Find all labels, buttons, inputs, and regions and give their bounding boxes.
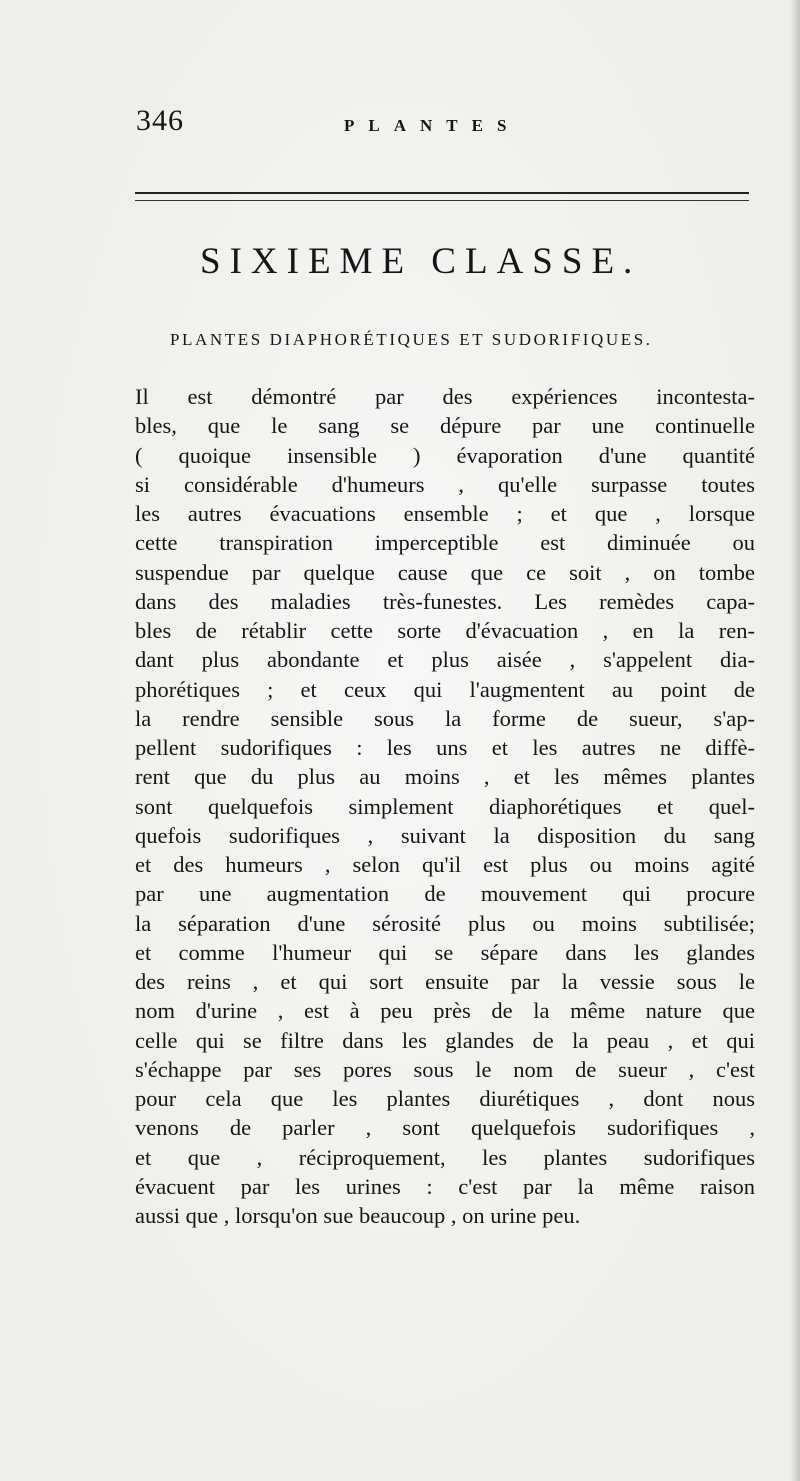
text-line: pellent sudorifiques : les uns et les autres ne diffè- (135, 735, 755, 760)
text-line: bles de rétablir cette sorte d'évacuation , en la ren- (135, 618, 755, 643)
text-line: celle qui se filtre dans les glandes de la peau , et qui (135, 1027, 755, 1053)
section-title: SIXIEME CLASSE. (200, 241, 642, 282)
text-line: phorétiques ; et ceux qui l'augmentent au point de (135, 676, 755, 702)
text-line: évacuent par les urines : c'est par la même raison (135, 1173, 755, 1199)
header-rule-thick (135, 192, 749, 194)
running-head: PLANTES (344, 116, 521, 135)
text-line: nom d'urine , est à peu près de la même nature que (135, 998, 755, 1024)
text-line: et comme l'humeur qui se sépare dans les glandes (135, 939, 755, 965)
text-line: si considérable d'humeurs , qu'elle surpasse toutes (135, 471, 755, 497)
text-line: bles, que le sang se dépure par une continuelle (135, 413, 755, 439)
text-line: quefois sudorifiques , suivant la disposition du sang (135, 822, 755, 848)
text-line: ( quoique insensible ) évaporation d'une quantité (135, 442, 755, 468)
header-rule-thin (135, 200, 749, 201)
text-line: dant plus abondante et plus aisée , s'appelent dia- (135, 647, 755, 673)
text-line: s'échappe par ses pores sous le nom de sueur , c'est (135, 1056, 755, 1082)
text-line: pour cela que les plantes diurétiques , dont nous (135, 1086, 755, 1111)
text-line: dans des maladies très-funestes. Les remèdes capa- (135, 588, 755, 614)
text-line: et que , réciproquement, les plantes sudorifiques (135, 1144, 755, 1170)
text-line: suspendue par quelque cause que ce soit , on tombe (135, 559, 755, 585)
text-line: aussi que , lorsqu'on sue beaucoup , on urine peu. (135, 1203, 581, 1228)
text-line: la séparation d'une sérosité plus ou moins subtilisée; (135, 910, 755, 936)
section-subtitle: PLANTES DIAPHORÉTIQUES ET SUDORIFIQUES. (170, 330, 653, 349)
body-paragraph (135, 382, 755, 1230)
text-line: des reins , et qui sort ensuite par la vessie sous le (135, 969, 755, 994)
text-line: cette transpiration imperceptible est diminuée ou (135, 530, 755, 556)
text-line: rent que du plus au moins , et les mêmes plantes (135, 764, 755, 790)
text-line: par une augmentation de mouvement qui procure (135, 881, 755, 907)
text-line: et des humeurs , selon qu'il est plus ou moins agité (135, 852, 755, 877)
page-edge-shadow (790, 0, 800, 1481)
text-line: la rendre sensible sous la forme de sueur, s'ap- (135, 705, 755, 731)
text-line: venons de parler , sont quelquefois sudorifiques , (135, 1115, 755, 1141)
page-number: 346 (136, 104, 184, 137)
text-line: Il est démontré par des expériences incontesta- (135, 384, 755, 409)
text-line: sont quelquefois simplement diaphorétiques et quel- (135, 793, 755, 819)
text-line: les autres évacuations ensemble ; et que , lorsque (135, 501, 755, 526)
